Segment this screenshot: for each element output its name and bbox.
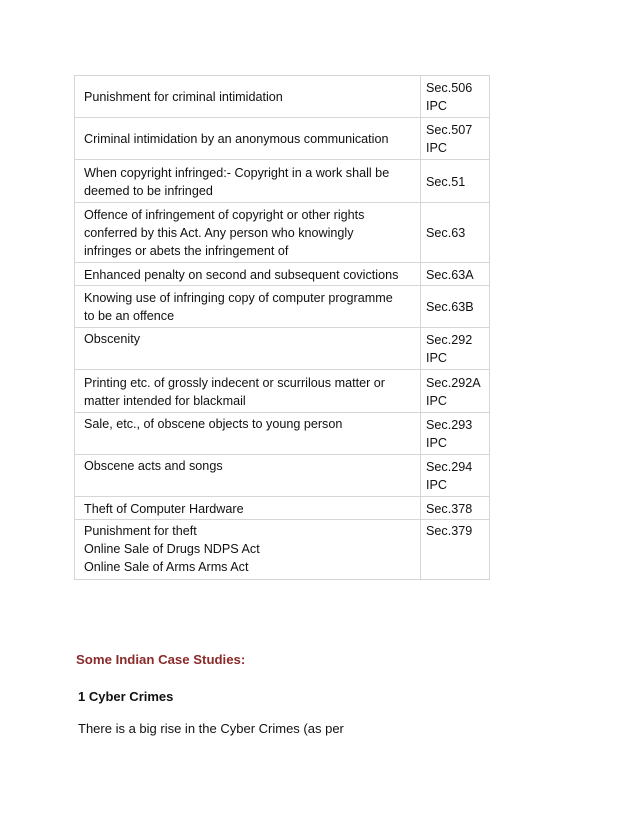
table-row (75, 497, 490, 520)
section-reference: Sec.292 IPC (421, 328, 490, 370)
table-row (75, 118, 490, 160)
table-row (75, 76, 490, 118)
section-subheading: 1 Cyber Crimes (78, 689, 174, 704)
table-row (75, 263, 490, 286)
section-reference: Sec.63 (421, 203, 490, 263)
table-row (75, 160, 490, 203)
section-reference: Sec.293 IPC (421, 413, 490, 455)
offence-description: Offence of infringement of copyright or other rights conferred by this Act. Any person who knowingly infringes or abets the infringement of (75, 203, 421, 263)
section-reference: Sec.379 (421, 520, 490, 580)
table-row (75, 286, 490, 328)
offence-description: Theft of Computer Hardware (75, 497, 421, 520)
table-row (75, 455, 490, 497)
body-paragraph: There is a big rise in the Cyber Crimes (as per (78, 721, 344, 736)
offence-description: Sale, etc., of obscene objects to young person (75, 413, 421, 455)
section-reference: Sec.378 (421, 497, 490, 520)
section-reference: Sec.51 (421, 160, 490, 203)
offence-description: Punishment for theft Online Sale of Drugs NDPS Act Online Sale of Arms Arms Act (75, 520, 421, 580)
offence-description: Obscene acts and songs (75, 455, 421, 497)
table-row (75, 413, 490, 455)
offence-description: Knowing use of infringing copy of computer programme to be an offence (75, 286, 421, 328)
section-reference: Sec.507 IPC (421, 118, 490, 160)
section-reference: Sec.292A IPC (421, 370, 490, 413)
table-row (75, 370, 490, 413)
section-reference: Sec.506 IPC (421, 76, 490, 118)
table-row (75, 520, 490, 580)
offence-description: Printing etc. of grossly indecent or scurrilous matter or matter intended for blackmail (75, 370, 421, 413)
table-row (75, 328, 490, 370)
offence-description: Obscenity (75, 328, 421, 370)
section-reference: Sec.294 IPC (421, 455, 490, 497)
offence-description: Punishment for criminal intimidation (75, 76, 421, 118)
section-reference: Sec.63A (421, 263, 490, 286)
offences-table (74, 75, 490, 580)
table-row (75, 203, 490, 263)
section-reference: Sec.63B (421, 286, 490, 328)
offence-description: When copyright infringed:- Copyright in a work shall be deemed to be infringed (75, 160, 421, 203)
offence-description: Enhanced penalty on second and subsequent covictions (75, 263, 421, 286)
offence-description: Criminal intimidation by an anonymous communication (75, 118, 421, 160)
case-studies-heading: Some Indian Case Studies: (76, 652, 246, 667)
